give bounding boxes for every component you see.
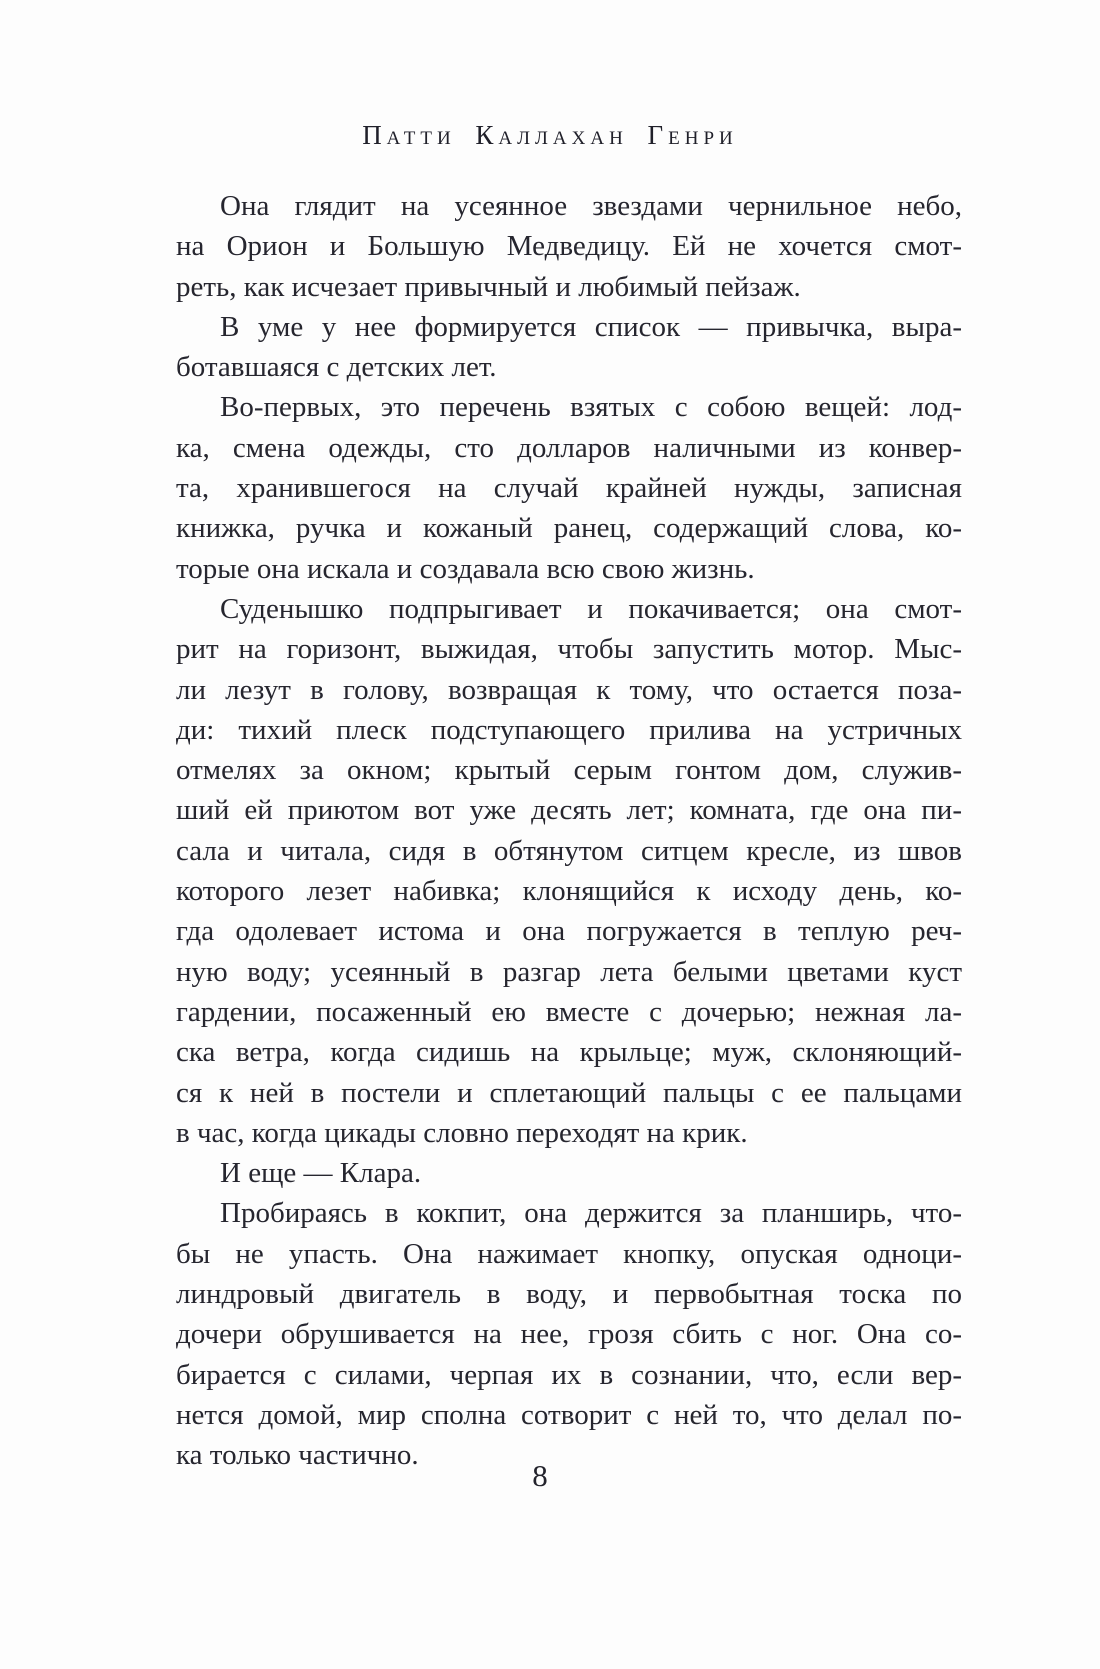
text-line: нется домой, мир сполна сотворит с ней то, что делал по- xyxy=(176,1398,962,1431)
text-line: ка только частично. xyxy=(176,1439,419,1472)
paragraph xyxy=(176,186,962,307)
text-line: ся к ней в постели и сплетающий пальцы с ее пальцами xyxy=(176,1076,962,1109)
text-line: книжка, ручка и кожаный ранец, содержащий слова, ко- xyxy=(176,512,962,545)
text-line: реть, как исчезает привычный и любимый пейзаж. xyxy=(176,270,801,303)
page-number: 8 xyxy=(532,1458,548,1493)
text-line: отмелях за окном; крытый серым гонтом дом, служив- xyxy=(176,754,962,787)
running-header-author: Патти Каллахан Генри xyxy=(362,120,738,150)
text-line: ший ей приютом вот уже десять лет; комната, где она пи- xyxy=(176,794,962,827)
text-line: дочери обрушивается на нее, грозя сбить с ног. Она со- xyxy=(176,1318,962,1351)
text-line: в час, когда цикады словно переходят на крик. xyxy=(176,1116,748,1149)
text-line: ка, смена одежды, сто долларов наличными из конвер- xyxy=(176,431,962,464)
body-text xyxy=(176,186,962,1476)
text-line: И еще — Клара. xyxy=(220,1157,422,1190)
text-line: Она глядит на усеянное звездами чернильное небо, xyxy=(220,190,962,222)
text-line: ботавшаяся с детских лет. xyxy=(176,351,497,384)
text-line: Суденышко подпрыгивает и покачивается; она смот- xyxy=(220,592,962,625)
text-line: ли лезут в голову, возвращая к тому, что остается поза- xyxy=(176,673,962,706)
text-line: бирается с силами, черпая их в сознании, что, если вер- xyxy=(176,1358,962,1391)
paragraph xyxy=(176,387,962,588)
paragraph xyxy=(176,589,962,1153)
paragraph xyxy=(176,1193,962,1475)
text-line: Во-первых, это перечень взятых с собою вещей: лод- xyxy=(220,391,962,424)
text-line: гардении, посаженный ею вместе с дочерью; нежная ла- xyxy=(176,995,962,1028)
text-line: В уме у нее формируется список — привычка, выра- xyxy=(220,310,962,343)
paragraph xyxy=(176,307,962,388)
text-line: которого лезет набивка; клонящийся к исходу день, ко- xyxy=(176,875,962,908)
text-line: бы не упасть. Она нажимает кнопку, опуская одноци- xyxy=(176,1237,962,1270)
text-line: ную воду; усеянный в разгар лета белыми цветами куст xyxy=(176,955,962,988)
text-line: ска ветра, когда сидишь на крыльце; муж, склоняющий- xyxy=(176,1036,962,1069)
text-line: на Орион и Большую Медведицу. Ей не хочется смот- xyxy=(176,230,962,263)
text-line: ди: тихий плеск подступающего прилива на устричных xyxy=(176,713,962,746)
text-line: сала и читала, сидя в обтянутом ситцем кресле, из швов xyxy=(176,834,962,867)
text-line: торые она искала и создавала всю свою жизнь. xyxy=(176,552,755,585)
text-line: рит на горизонт, выжидая, чтобы запустить мотор. Мыс- xyxy=(176,633,962,666)
paragraph xyxy=(176,1153,962,1193)
text-line: линдровый двигатель в воду, и первобытная тоска по xyxy=(176,1278,962,1311)
text-line: гда одолевает истома и она погружается в теплую реч- xyxy=(176,915,962,948)
text-line: Пробираясь в кокпит, она держится за планширь, что- xyxy=(220,1197,962,1230)
text-line: та, хранившегося на случай крайней нужды, записная xyxy=(176,472,962,505)
